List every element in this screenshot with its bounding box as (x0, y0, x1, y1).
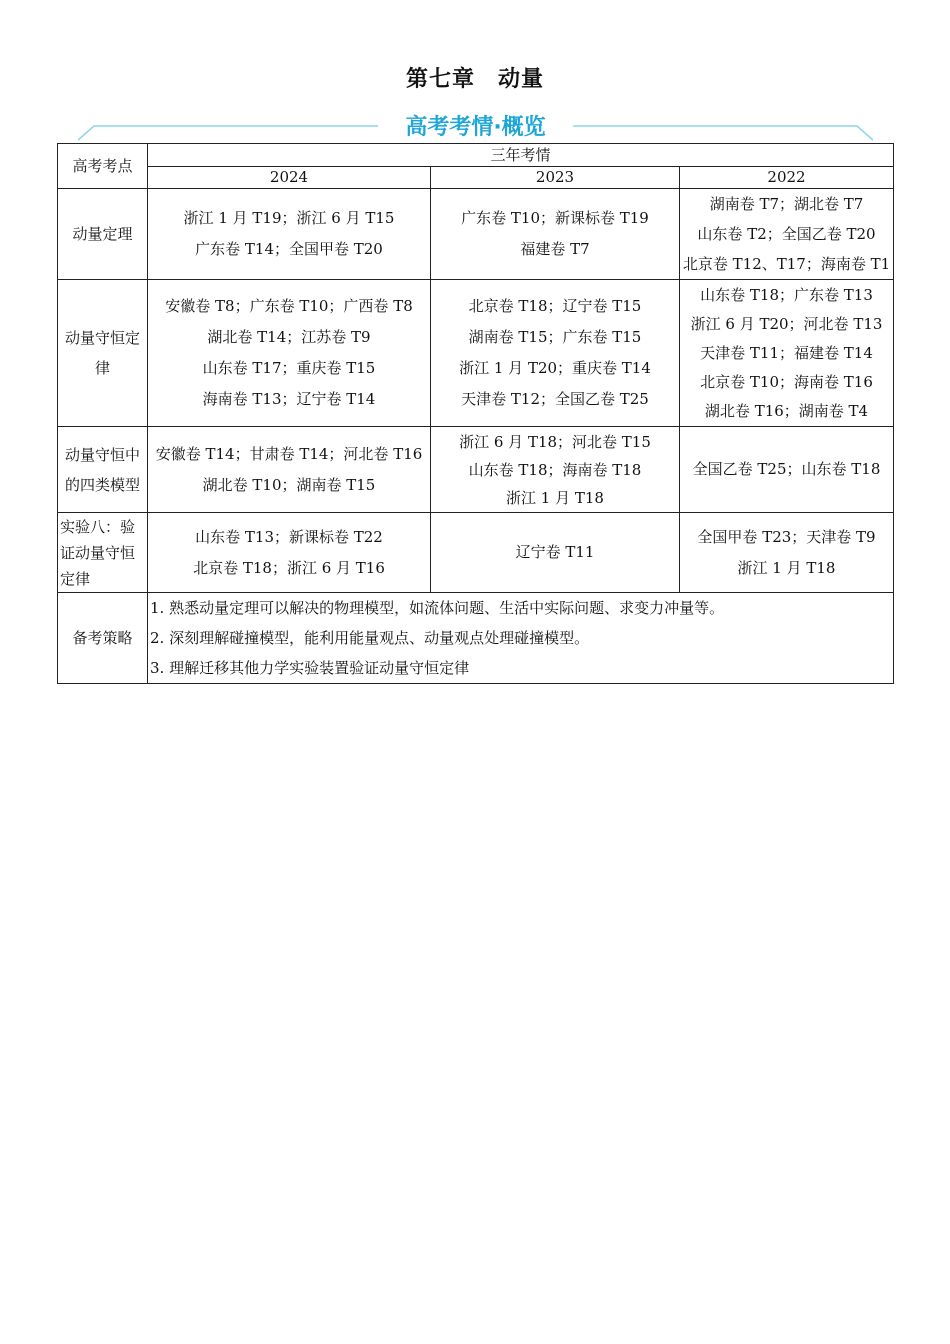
entry-line: 福建卷 T7 (520, 240, 590, 258)
header-year-2023: 2023 (431, 167, 680, 189)
table-row (58, 427, 894, 513)
entry-line: 湖南卷 T7；湖北卷 T7 (709, 195, 864, 213)
entry-line: 湖南卷 T15；广东卷 T15 (468, 328, 642, 346)
entry-line: 全国甲卷 T23；天津卷 T9 (697, 527, 876, 546)
entry-line: 浙江 1 月 T19；浙江 6 月 T15 (183, 209, 395, 227)
entry-line: 山东卷 T18；海南卷 T18 (468, 460, 642, 479)
cell-2024 (148, 427, 431, 513)
entry-line: 北京卷 T10；海南卷 T16 (700, 372, 873, 391)
entry-line: 天津卷 T12；全国乙卷 T25 (461, 390, 649, 408)
entry-line: 山东卷 T13；新课标卷 T22 (195, 527, 383, 546)
header-point: 高考考点 (58, 144, 148, 189)
entry-line: 山东卷 T2；全国乙卷 T20 (697, 225, 876, 243)
entry-line: 辽宁卷 T11 (515, 543, 595, 561)
cell-2022 (680, 427, 894, 513)
header-year-2024: 2024 (148, 167, 431, 189)
header-group: 三年考情 (148, 144, 894, 167)
entry-line: 浙江 1 月 T20；重庆卷 T14 (459, 359, 651, 377)
entry-line: 湖北卷 T14；江苏卷 T9 (207, 328, 371, 346)
cell-2023 (431, 189, 680, 280)
entry-line: 浙江 6 月 T20；河北卷 T13 (690, 314, 883, 333)
chapter-title: 第七章 动量 (405, 67, 544, 92)
entry-line: 北京卷 T18；浙江 6 月 T16 (193, 558, 385, 577)
entry-line: 北京卷 T18；辽宁卷 T15 (468, 297, 642, 315)
entry-line: 浙江 1 月 T18 (737, 558, 836, 577)
entry-line: 浙江 1 月 T18 (506, 488, 604, 507)
cell-2022 (680, 280, 894, 427)
table-row (58, 513, 894, 593)
header-year-2022: 2022 (680, 167, 894, 189)
topic-cell: 动量守恒中的四类模型 (58, 427, 148, 513)
topic-cell: 动量定理 (58, 189, 148, 280)
cell-2023 (431, 427, 680, 513)
strategy-item: 1. 熟悉动量定理可以解决的物理模型，如流体问题、生活中实际问题、求变力冲量等。 (150, 599, 725, 617)
entry-line: 浙江 6 月 T18；河北卷 T15 (459, 432, 651, 451)
entry-line: 天津卷 T11；福建卷 T14 (700, 343, 873, 362)
entry-line: 安徽卷 T8；广东卷 T10；广西卷 T8 (165, 297, 413, 315)
banner-title: 高考考情·概览 (405, 115, 546, 140)
cell-2022 (680, 189, 894, 280)
entry-line: 广东卷 T14；全国甲卷 T20 (195, 240, 383, 258)
cell-2022 (680, 513, 894, 593)
table-row (58, 280, 894, 427)
entry-line: 湖北卷 T10；湖南卷 T15 (202, 475, 376, 494)
topic-cell: 动量守恒定律 (58, 280, 148, 427)
strategy-row (58, 593, 894, 684)
cell-2023 (431, 513, 680, 593)
entry-line: 安徽卷 T14；甘肃卷 T14；河北卷 T16 (155, 444, 423, 463)
entry-line: 山东卷 T18；广东卷 T13 (700, 285, 873, 304)
table-row (58, 189, 894, 280)
topic-cell: 实验八：验证动量守恒定律 (58, 513, 148, 593)
entry-line: 北京卷 T12、T17；海南卷 T1 (682, 255, 891, 273)
entry-line: 海南卷 T13；辽宁卷 T14 (202, 390, 376, 408)
entry-line: 湖北卷 T16；湖南卷 T4 (704, 401, 869, 420)
exam-table (57, 143, 894, 684)
entry-line: 广东卷 T10；新课标卷 T19 (461, 209, 649, 227)
entry-line: 全国乙卷 T25；山东卷 T18 (692, 460, 881, 478)
cell-2024 (148, 189, 431, 280)
cell-2023 (431, 280, 680, 427)
strategy-item: 3. 理解迁移其他力学实验装置验证动量守恒定律 (150, 659, 470, 677)
strategy-cell (148, 593, 894, 684)
cell-2024 (148, 280, 431, 427)
strategy-label: 备考策略 (58, 593, 148, 684)
strategy-item: 2. 深刻理解碰撞模型，能利用能量观点、动量观点处理碰撞模型。 (150, 629, 590, 647)
entry-line: 山东卷 T17；重庆卷 T15 (202, 359, 376, 377)
cell-2024 (148, 513, 431, 593)
banner (78, 108, 873, 142)
